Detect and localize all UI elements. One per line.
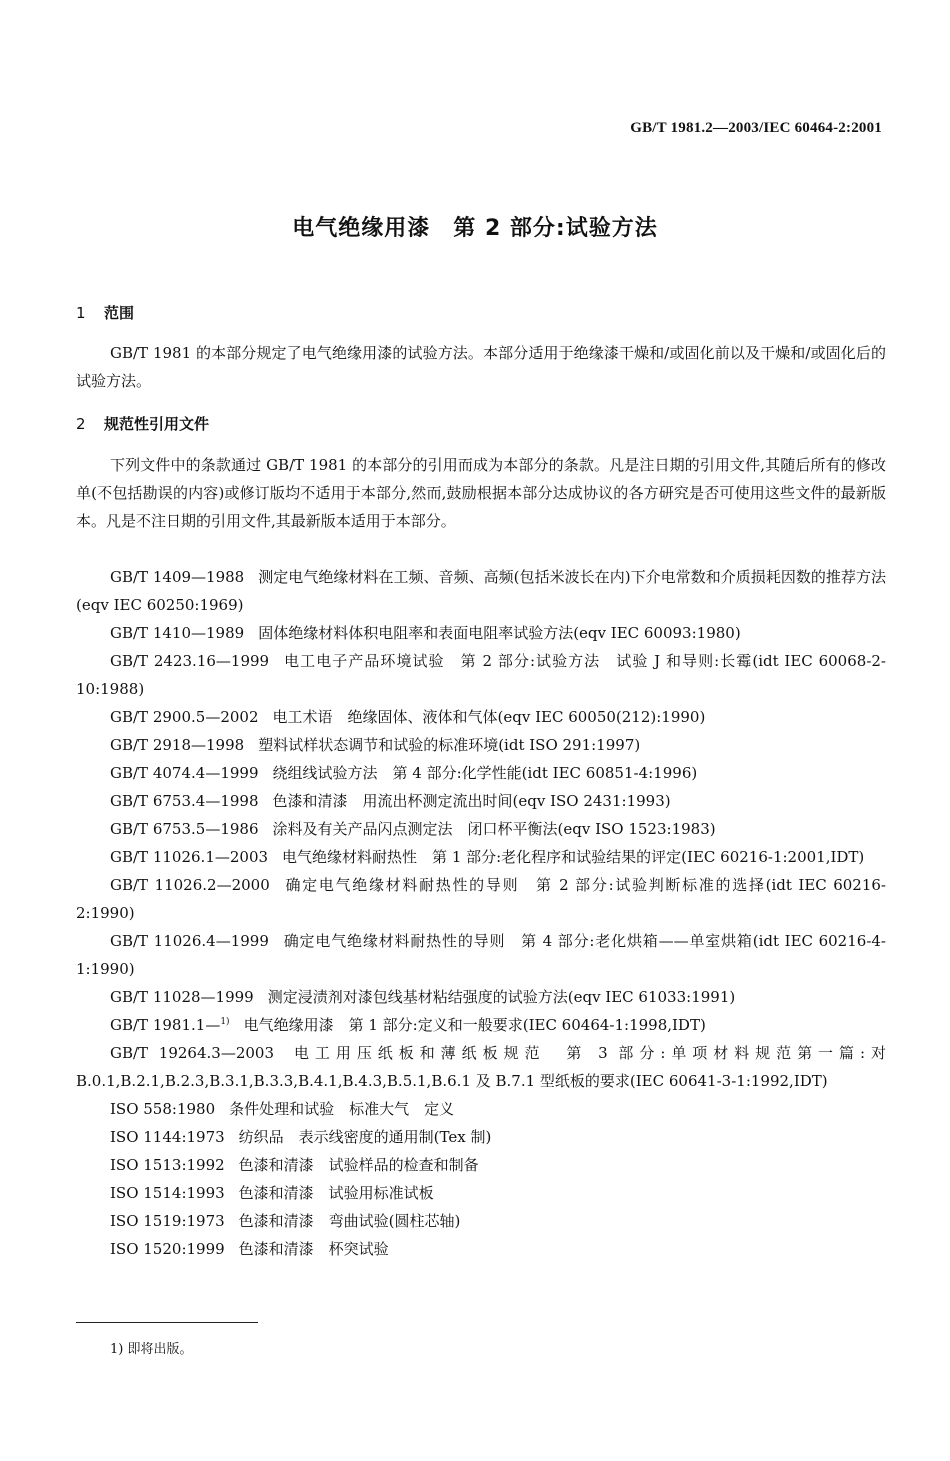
reference-code: ISO 558:1980 bbox=[110, 1100, 216, 1118]
section-number: 1 bbox=[76, 304, 86, 322]
reference-item bbox=[76, 619, 886, 647]
reference-title: 色漆和清漆 试验样品的检查和制备 bbox=[238, 1156, 479, 1174]
reference-title: 确定电气绝缘材料耐热性的导则 第 4 部分:老化烘箱——单室烘箱(idt IEC 60216-4-1:1990) bbox=[76, 932, 886, 978]
reference-code: ISO 1514:1993 bbox=[110, 1184, 225, 1202]
reference-code: GB/T 11026.4—1999 bbox=[110, 932, 269, 950]
reference-item bbox=[76, 843, 886, 871]
reference-item bbox=[76, 731, 886, 759]
reference-title: 涂料及有关产品闪点测定法 闭口杯平衡法(eqv ISO 1523:1983) bbox=[272, 820, 716, 838]
reference-item bbox=[76, 1235, 886, 1263]
reference-code: GB/T 6753.4—1998 bbox=[110, 792, 259, 810]
reference-item bbox=[76, 815, 886, 843]
reference-item bbox=[76, 1039, 886, 1095]
reference-item bbox=[76, 563, 886, 619]
section-heading-normative-references bbox=[76, 413, 209, 434]
reference-title: 色漆和清漆 弯曲试验(圆柱芯轴) bbox=[238, 1212, 461, 1230]
reference-title: 确定电气绝缘材料耐热性的导则 第 2 部分:试验判断标准的选择(idt IEC 60216-2:1990) bbox=[76, 876, 886, 922]
reference-code: ISO 1520:1999 bbox=[110, 1240, 225, 1258]
reference-item bbox=[76, 703, 886, 731]
reference-title: 电工术语 绝缘固体、液体和气体(eqv IEC 60050(212):1990) bbox=[272, 708, 706, 726]
reference-title: 色漆和清漆 杯突试验 bbox=[238, 1240, 389, 1258]
reference-title: 绕组线试验方法 第 4 部分:化学性能(idt IEC 60851-4:1996) bbox=[272, 764, 698, 782]
section-number: 2 bbox=[76, 415, 86, 433]
reference-code: ISO 1513:1992 bbox=[110, 1156, 225, 1174]
reference-title: 塑料试样状态调节和试验的标准环境(idt ISO 291:1997) bbox=[258, 736, 641, 754]
reference-item bbox=[76, 1207, 886, 1235]
reference-code: GB/T 11026.1—2003 bbox=[110, 848, 269, 866]
section-title: 范围 bbox=[104, 304, 135, 322]
reference-code: ISO 1519:1973 bbox=[110, 1212, 225, 1230]
reference-code: GB/T 2900.5—2002 bbox=[110, 708, 259, 726]
reference-title: 电气绝缘用漆 第 1 部分:定义和一般要求(IEC 60464-1:1998,IDT) bbox=[243, 1016, 706, 1034]
reference-item bbox=[76, 1179, 886, 1207]
reference-title: 条件处理和试验 标准大气 定义 bbox=[229, 1100, 455, 1118]
reference-item bbox=[76, 1123, 886, 1151]
reference-item bbox=[76, 1151, 886, 1179]
section-title: 规范性引用文件 bbox=[104, 415, 210, 433]
section-heading-scope bbox=[76, 302, 134, 323]
reference-item bbox=[76, 759, 886, 787]
footnote-divider bbox=[76, 1322, 258, 1323]
reference-code: GB/T 2423.16—1999 bbox=[110, 652, 270, 670]
reference-item bbox=[76, 647, 886, 703]
reference-item bbox=[76, 871, 886, 927]
reference-list bbox=[76, 563, 886, 1263]
reference-code: ISO 1144:1973 bbox=[110, 1128, 225, 1146]
reference-code: GB/T 11028—1999 bbox=[110, 988, 254, 1006]
document-title: 电气绝缘用漆 第 2 部分:试验方法 bbox=[292, 216, 658, 241]
reference-code: GB/T 19264.3—2003 bbox=[110, 1044, 274, 1062]
footnote: 1) 即将出版。 bbox=[110, 1342, 193, 1357]
standard-number: GB/T 1981.2—2003/IEC 60464-2:2001 bbox=[630, 120, 882, 136]
reference-code: GB/T 1409—1988 bbox=[110, 568, 245, 586]
reference-item bbox=[76, 983, 886, 1011]
reference-title: 纺织品 表示线密度的通用制(Tex 制) bbox=[238, 1128, 492, 1146]
reference-title: 固体绝缘材料体积电阻率和表面电阻率试验方法(eqv IEC 60093:1980) bbox=[258, 624, 741, 642]
scope-paragraph: GB/T 1981 的本部分规定了电气绝缘用漆的试验方法。本部分适用于绝缘漆干燥和/或固化前以及干燥和/或固化后的试验方法。 bbox=[76, 344, 886, 390]
reference-code: GB/T 6753.5—1986 bbox=[110, 820, 259, 838]
reference-title: 电气绝缘材料耐热性 第 1 部分:老化程序和试验结果的评定(IEC 60216-1:2001,IDT) bbox=[282, 848, 865, 866]
reference-title: 色漆和清漆 试验用标准试板 bbox=[238, 1184, 434, 1202]
reference-title: 测定浸渍剂对漆包线基材粘结强度的试验方法(eqv IEC 61033:1991) bbox=[267, 988, 736, 1006]
reference-code: GB/T 2918—1998 bbox=[110, 736, 245, 754]
reference-code: GB/T 1410—1989 bbox=[110, 624, 245, 642]
reference-code: GB/T 11026.2—2000 bbox=[110, 876, 270, 894]
references-intro-paragraph: 下列文件中的条款通过 GB/T 1981 的本部分的引用而成为本部分的条款。凡是注日期的引用文件,其随后所有的修改单(不包括勘误的内容)或修订版均不适用于本部分,然而,鼓励根据本部分达成协议的各方研究是否可使用这些文件的最新版本。凡是不注日期的引用文件,其最新版本适用于本部分。 bbox=[76, 456, 886, 530]
reference-item bbox=[76, 927, 886, 983]
reference-title: 测定电气绝缘材料在工频、音频、高频(包括米波长在内)下介电常数和介质损耗因数的推荐方法(eqv IEC 60250:1969) bbox=[76, 568, 886, 614]
reference-title: 色漆和清漆 用流出杯测定流出时间(eqv ISO 2431:1993) bbox=[272, 792, 671, 810]
reference-code: GB/T 1981.1— bbox=[110, 1016, 221, 1034]
reference-item bbox=[76, 1095, 886, 1123]
reference-item bbox=[76, 1011, 886, 1039]
footnote-marker: 1) bbox=[220, 1017, 230, 1027]
reference-title: 电工用压纸板和薄纸板规范 第 3 部分:单项材料规范第一篇:对 B.0.1,B.2.1,B.2.3,B.3.1,B.3.3,B.4.1,B.4.3,B.5.1,B.6.1 及 B.7.1 型纸板的要求(IEC 60641-3-1:1992,IDT) bbox=[76, 1044, 886, 1090]
reference-title: 电工电子产品环境试验 第 2 部分:试验方法 试验 J 和导则:长霉(idt IEC 60068-2-10:1988) bbox=[76, 652, 886, 698]
reference-code: GB/T 4074.4—1999 bbox=[110, 764, 259, 782]
reference-item bbox=[76, 787, 886, 815]
